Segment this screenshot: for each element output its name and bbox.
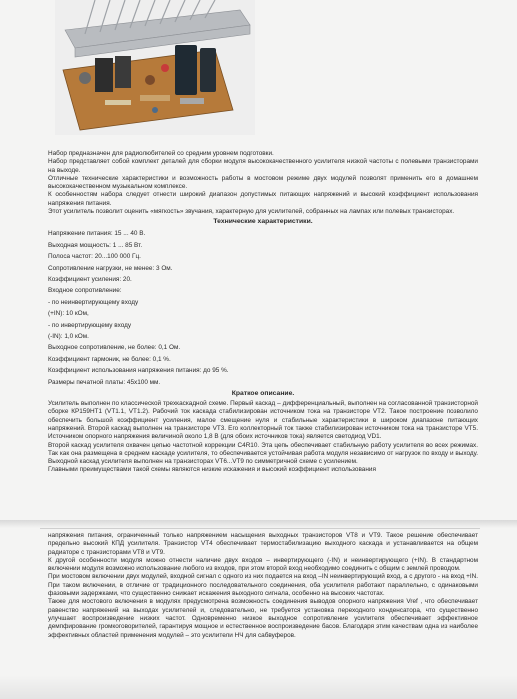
document-text-top [48, 150, 478, 475]
spec-line: (-IN): 1,0 кОм. [48, 333, 89, 341]
spec-line: Напряжение питания: 15 ... 40 В. [48, 230, 146, 238]
document-text-bottom [48, 532, 478, 640]
page-divider [40, 528, 480, 529]
spec-line: Входное сопротивление: [48, 287, 122, 295]
spec-line: (+IN): 10 кОм, [48, 310, 89, 318]
spec-line: Коэффициент гармоник, не более: 0,1 %. [48, 355, 171, 363]
intro-paragraph-1: Набор предназначен для радиолюбителей со средним уровнем подготовки. [48, 150, 274, 157]
spec-line: - по неинвертирующему входу [48, 298, 139, 306]
amplifier-board-photo [55, 0, 255, 135]
description-heading: Краткое описание. [231, 390, 295, 398]
intro-paragraph-3: Отличные технические характеристики и возможность работы в мостовом режиме двух модулей позволят применить его в домашнем высококачественном музыкальном комплексе. [48, 174, 478, 191]
spec-line: Выходное сопротивление, не более: 0,1 Ом. [48, 344, 181, 352]
spec-line: - по инвертирующему входу [48, 321, 132, 329]
continuation-paragraph-4: Также для мостового включения в модулях предусмотрена возможность соединения выводов опорного напряжения Vref , что обеспечивает равенство напряжений на выходах усилителей и, следовательно, не требуется установка переходного конденсатора, что существенно улучшает воспроизведение низких частот. Одновременно низкое выходное сопротивление усилителя обеспечивает эффективное демпфирование громкоговорителей, гарантируя мощное и естественное воспроизведение басов. Благодаря этим качествам одна из наиболее эффективных областей применения модулей – это усилители НЧ для сабвуферов. [48, 598, 478, 639]
intro-paragraph-2: Набор представляет собой комплект деталей для сборки модуля высококачественного усилителя низкой частоты с полевыми транзисторами на выходе. [48, 158, 478, 174]
intro-paragraph-5: Этот усилитель позволит оценить «мягкость» звучания, характерную для усилителей, собранных на лампах или полевых транзисторах. [48, 208, 455, 216]
spec-line: Коэффициент усиления: 20. [48, 276, 132, 283]
continuation-paragraph-3: При мостовом включении двух модулей, входной сигнал с одного из них подается на вход –IN неинвертирующий вход, а с другого - на вход +IN. При таком включении, в отличие от традиционного последовательного соединения, оба усилителя работают параллельно, с одинаковыми фазовыми задержками, что существенно снижает искажения выходного сигнала, особенно на высоких частотах. [48, 573, 478, 598]
description-paragraph-1: Усилитель выполнен по классической трехкаскадной схеме. Первый каскад – дифференциальный, выполнен на согласованной транзисторной сборке КР159НТ1 (VT1.1, VT1.2). Рабочий ток каскада стабилизирован источником тока на транзисторе VT2. Такое построение позволило обеспечить большой коэффициент усиления, малое смещение нуля и стабильные характеристики в широком диапазоне питающих напряжений. Второй каскад выполнен на транзисторе VT3. Его коллекторный ток также стабилизирован источником тока на транзисторе VT5. Источником опорного напряжения величиной около 1,8 В (для обоих источников тока) является светодиод VD1. [48, 400, 478, 441]
spec-line: Полоса частот: 20...100 000 Гц. [48, 253, 141, 261]
intro-paragraph-4: К особенностям набора следует отнести широкий диапазон допустимых питающих напряжений и высокий коэффициент использования напряжения питания. [48, 191, 478, 207]
spec-line: Сопротивление нагрузки, не менее: 3 Ом. [48, 264, 173, 272]
continuation-paragraph-1: напряжения питания, ограниченный только напряжением насыщения выходных транзисторов VT8 и VT9. Такое решение обеспечивает предельно высокий КПД усилителя. Транзистор VT4 обеспечивает термостабилизацию выходного каскада и устанавливается на общем радиаторе с транзисторами VT8 и VT9. [48, 532, 478, 556]
bottom-shadow [0, 675, 517, 699]
amplifier-board-image [55, 0, 255, 135]
page-fold-shadow [0, 520, 517, 528]
description-paragraph-2: Второй каскад усилителя охвачен цепью частотной коррекции С4R10. Эта цепь обеспечивает стабильную работу усилителя во всех режимах. Так как она размещена в среднем каскаде усилителя, то обеспечивается устойчивая работа модуля независимо от нагрузок по входу и выходу. Выходной каскад усилителя выполнен на транзисторах VT6...VT9 по симметричной схеме с усилением. [48, 441, 478, 466]
spec-line: Размеры печатной платы: 45х100 мм. [48, 378, 161, 386]
spec-line: Выходная мощность: 1 ... 85 Вт. [48, 241, 143, 249]
spec-line: Коэффициент использования напряжения питания: до 95 %. [48, 367, 229, 375]
specs-heading: Технические характеристики. [213, 218, 313, 226]
description-paragraph-3: Главными преимуществами такой схемы являются низкие искажения и высокий коэффициент использования [48, 466, 376, 474]
continuation-paragraph-2: К другой особенности модуля можно отнести наличие двух входов – инвертирующего (-IN) и неинвертирующего (+IN). В стандартном включении модуля возможно использование любого из входов, при этом второй вход необходимо соединить с общим с землей проводом. [48, 556, 478, 573]
